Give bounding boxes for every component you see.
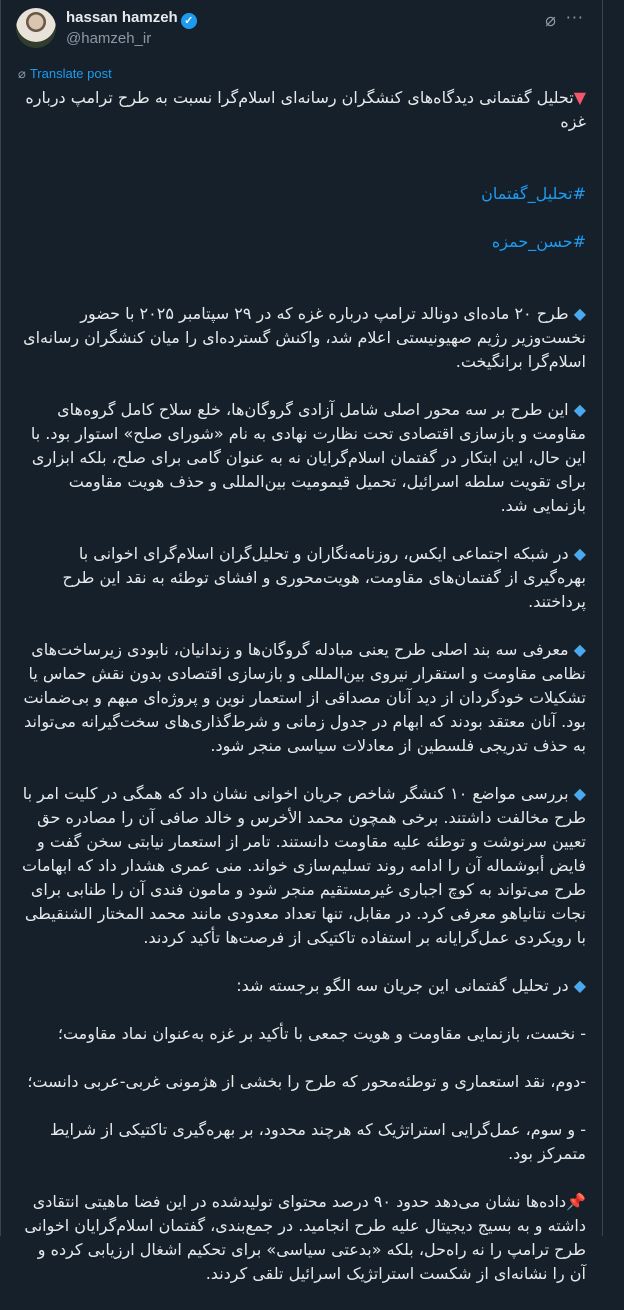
translate-label[interactable]: Translate post	[29, 66, 112, 81]
conclusion-paragraph	[18, 1190, 586, 1286]
paragraph-text: این طرح بر سه محور اصلی شامل آزادی گروگان‌ها، خلع سلاح کامل گروه‌های مقاومت و بازسازی اقتصادی تحت نظارت نهادی به نام «شورای صلح» استوار بود. با این حال، این ابتکار در گفتمان اسلام‌گرایان نه به عنوان گامی برای صلح، بلکه ابزاری برای تقویت سلطه اسرائیل، تحمیل قیمومیت بین‌المللی و حذف هویت مقاومت بازنمایی شد.	[30, 400, 586, 515]
pushpin-icon: 📌	[566, 1192, 586, 1211]
pattern-item: - و سوم، عمل‌گرایی استراتژیک که هرچند محدود، بر بهره‌گیری تاکتیکی از شرایط متمرکز بود.	[49, 1120, 586, 1163]
author-handle[interactable]: @hamzeh_ir	[66, 30, 152, 47]
author-name[interactable]	[66, 9, 197, 29]
paragraph-text: معرفی سه بند اصلی طرح یعنی مبادله گروگان‌ها و زندانیان، نابودی زیرساخت‌های نظامی مقاومت و استقرار نیروی بین‌المللی و بازسازی اقتصادی بدون نقش حماس یا تشکیلات خودگردان از دید آنان مصداقی از استعمار نوین و پروژه‌ای مبهم و بی‌ضمانت بود. آنان معتقد بودند که ابهام در جدول زمانی و شرط‌گذاری‌های سخت‌گیرانه می‌تواند به حذف تدریجی فلسطین از معادلات سیاسی منجر شود.	[23, 640, 586, 755]
blue-diamond-icon: ◆	[568, 976, 586, 995]
left-border	[0, 0, 1, 1236]
paragraph	[18, 974, 586, 998]
blue-diamond-icon: ◆	[568, 640, 586, 659]
verified-badge-icon: ✓	[181, 13, 197, 29]
pattern-item: - نخست، بازنمایی مقاومت و هویت جمعی با تأکید بر غزه به‌عنوان نماد مقاومت؛	[57, 1024, 586, 1043]
translate-post-link[interactable]	[18, 66, 112, 82]
paragraph-text: در تحلیل گفتمانی این جریان سه الگو برجسته شد:	[236, 976, 569, 995]
grok-icon[interactable]: ⌀	[545, 10, 556, 31]
paragraph	[18, 542, 586, 614]
post-title-paragraph	[18, 86, 586, 134]
paragraph	[18, 302, 586, 374]
hashtag-link[interactable]: #تحلیل_گفتمان	[481, 184, 586, 203]
post-body	[18, 86, 586, 1310]
pattern-item: -دوم، نقد استعماری و توطئه‌محور که طرح را بخشی از هژمونی غربی-عربی دانست؛	[27, 1072, 586, 1091]
blue-diamond-icon: ◆	[568, 400, 586, 419]
post-title: تحلیل گفتمانی دیدگاه‌های کنشگران رسانه‌ای اسلام‌گرا نسبت به طرح ترامپ درباره غزه	[25, 88, 586, 131]
hashtag-link[interactable]: #حسن_حمزه	[491, 232, 586, 251]
author-name-text[interactable]: hassan hamzeh	[66, 9, 178, 26]
paragraph-text: در شبکه اجتماعی ایکس، روزنامه‌نگاران و تحلیل‌گران اسلام‌گرای اخوانی با بهره‌گیری از گفتمان‌های مقاومت، هویت‌محوری و افشای توطئه به نقد این طرح پرداختند.	[62, 544, 586, 611]
paragraph	[18, 638, 586, 758]
paragraph	[18, 398, 586, 518]
blue-diamond-icon: ◆	[568, 544, 586, 563]
conclusion-text: داده‌ها نشان می‌دهد حدود ۹۰ درصد محتوای تولیدشده در این فضا ماهیتی انتقادی داشته و به بسیج دیجیتال علیه طرح انجامید. در جمع‌بندی، گفتمان اسلام‌گرایان اخوانی طرح ترامپ را نه راه‌حل، بلکه «بدعتی سیاسی» برای تحکیم اشغال ارزیابی کرده و آن را نشانه‌ای از شکست استراتژیک اسرائیل تلقی کردند.	[24, 1192, 586, 1283]
translate-icon: ⌀	[18, 66, 26, 81]
red-triangle-icon: ▼	[573, 88, 586, 107]
paragraph	[18, 782, 586, 950]
hashtags	[18, 158, 586, 278]
post-header	[16, 8, 586, 52]
paragraph-text: طرح ۲۰ ماده‌ای دونالد ترامپ درباره غزه که در ۲۹ سپتامبر ۲۰۲۵ با حضور نخست‌وزیر رژیم صهیونیستی اعلام شد، واکنش گسترده‌ای را میان کنشگران رسانه‌ای اسلام‌گرا برانگیخت.	[23, 304, 586, 371]
more-options-button[interactable]: ···	[565, 8, 584, 27]
blue-diamond-icon: ◆	[568, 304, 586, 323]
blue-diamond-icon: ◆	[568, 784, 586, 803]
right-border	[602, 0, 603, 1236]
avatar[interactable]	[16, 8, 56, 48]
paragraph-text: بررسی مواضع ۱۰ کنشگر شاخص جریان اخوانی نشان داد که همگی در کلیت امر با طرح مخالفت داشتند. برخی همچون محمد الأخرس و خالد صافی آن را مصادره حق تعیین سرنوشت و توطئه علیه مقاومت دانستند. تامر از استعمار نیابتی سخن گفت و فایض أبوشماله آن را ادامه روند تسلیم‌سازی خواند. منی عمری هشدار داد که ابهامات طرح می‌تواند به کوچ اجباری غیرمستقیم منجر شود و مامون فندی آن را طنابی برای نجات نتانیاهو معرفی کرد. در مقابل، تنها تعداد معدودی مانند محمد المختار الشنقیطی با رویکردی عمل‌گرایانه بر استفاده تاکتیکی از فرصت‌ها تأکید کردند.	[22, 784, 586, 947]
